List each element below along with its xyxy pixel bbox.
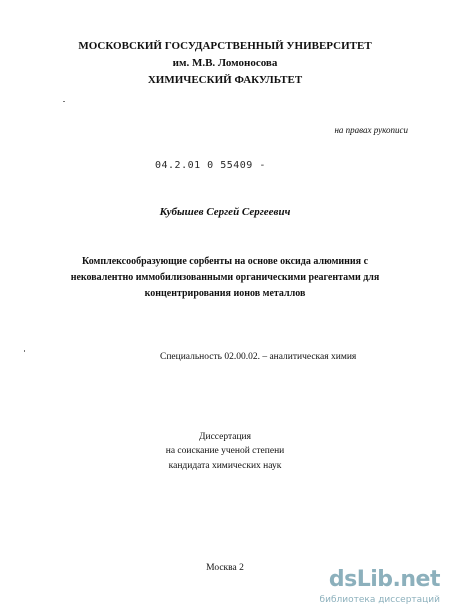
specialty-line: Специальность 02.00.02. – аналитическая химия bbox=[160, 352, 357, 362]
dslib-tagline: библиотека диссертаций bbox=[319, 595, 440, 605]
university-name: МОСКОВСКИЙ ГОСУДАРСТВЕННЫЙ УНИВЕРСИТЕТ bbox=[78, 40, 372, 52]
dslib-watermark[interactable] bbox=[319, 567, 448, 615]
university-named-after: им. М.В. Ломоносова bbox=[172, 57, 278, 69]
degree-line-1: на соискание ученой степени bbox=[165, 446, 285, 456]
dslib-logo: dsLib.net bbox=[328, 567, 440, 592]
thesis-title-line-2: нековалентно иммобилизованными органическими реагентами для bbox=[70, 272, 380, 283]
scan-speck bbox=[24, 350, 25, 352]
rights-note: на правах рукописи bbox=[334, 125, 408, 135]
degree-line-2: кандидата химических наук bbox=[168, 461, 282, 471]
registration-stamp-number: 04.2.01 0 55409 - bbox=[155, 160, 266, 171]
thesis-title-line-3: концентрирования ионов металлов bbox=[144, 288, 306, 299]
scan-speck bbox=[63, 101, 65, 102]
dissertation-label: Диссертация bbox=[199, 432, 251, 442]
author-name: Кубышев Сергей Сергеевич bbox=[159, 206, 291, 218]
faculty-name: ХИМИЧЕСКИЙ ФАКУЛЬТЕТ bbox=[147, 74, 303, 86]
city-year: Москва 2 bbox=[206, 563, 244, 573]
thesis-title-line-1: Комплексообразующие сорбенты на основе оксида алюминия с bbox=[81, 256, 369, 267]
